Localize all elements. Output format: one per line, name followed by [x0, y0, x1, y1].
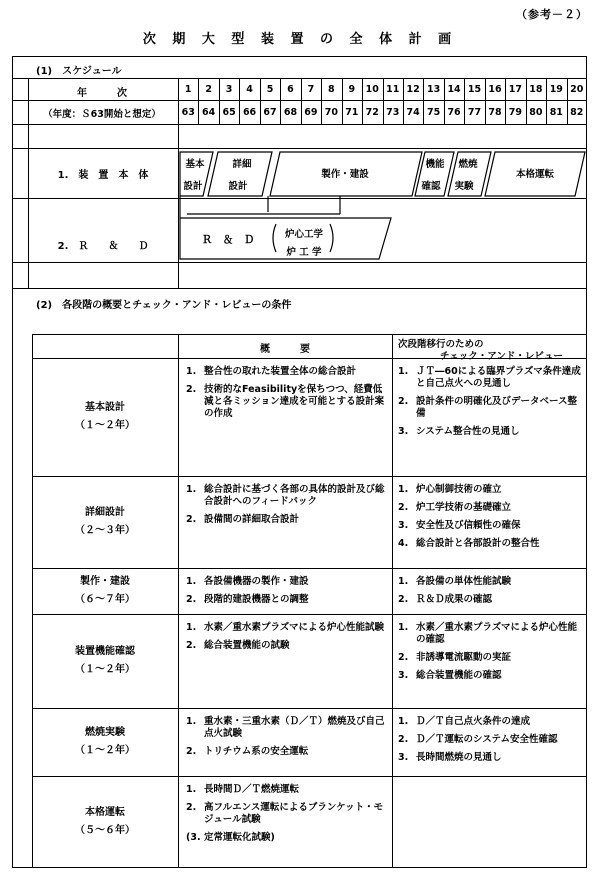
fiscal-year-cell: 80 [529, 107, 543, 118]
item-text: Ｄ／Ｔ運転のシステム安全性確認 [416, 734, 558, 745]
review-list [398, 622, 584, 688]
stage-period: （１～２年） [75, 745, 135, 756]
item-number: 3. [398, 426, 409, 437]
rd-bracket-right [330, 224, 333, 252]
review-list [398, 366, 584, 444]
review-item [398, 670, 584, 682]
item-number: 2. [398, 594, 409, 605]
divider [32, 358, 587, 359]
summary-item [186, 802, 386, 826]
item-text: 長時間Ｄ／Ｔ燃焼運転 [204, 784, 300, 795]
summary-item [186, 514, 386, 526]
review-item [398, 576, 584, 588]
item-text: 設計条件の明確化及びデータベース整備 [416, 396, 578, 419]
summary-list [186, 784, 386, 850]
review-item [398, 594, 584, 606]
fiscal-year-cell: 64 [202, 107, 216, 118]
year-cell: 18 [529, 84, 543, 95]
summary-list [186, 716, 386, 764]
row-label-rd: 2. Ｒ ＆ Ｄ [57, 241, 149, 252]
item-number: 1. [398, 484, 409, 495]
item-text: 総合装置機能の試験 [204, 640, 290, 651]
review-item [398, 652, 584, 664]
item-text: 安全性及び信頼性の確保 [416, 520, 521, 531]
item-number: 2. [186, 802, 197, 813]
phase-label: 設計 [228, 181, 248, 192]
item-number: 1. [398, 576, 409, 587]
stage-name-cell [32, 573, 178, 609]
fiscal-year-cell: 81 [549, 107, 563, 118]
stage-name: 基本設計 [85, 402, 125, 413]
item-text: システム整合性の見通し [416, 426, 520, 437]
item-text: Ｄ／Ｔ自己点火条件の達成 [416, 716, 531, 727]
year-cell: 8 [328, 84, 335, 95]
year-cell: 2 [205, 84, 212, 95]
phase-label: 機能 [425, 159, 445, 170]
phase-label: 燃焼 [458, 159, 478, 170]
rd-label: Ｒ ＆ Ｄ [201, 234, 255, 246]
fiscal-year-cell: 79 [508, 107, 523, 118]
item-number: 2. [398, 502, 409, 513]
item-text: 総合装置機能の確認 [416, 670, 502, 681]
year-cell: 20 [570, 84, 584, 95]
summary-item [186, 576, 386, 588]
item-number: 2. [398, 734, 409, 745]
stage-name: 詳細設計 [85, 507, 125, 518]
item-text: ＪＴ―60による臨界プラズマ条件達成と自己点火への見通し [416, 366, 581, 389]
review-item [398, 520, 584, 532]
item-number: 2. [186, 746, 197, 757]
phase-label: 基本 [185, 159, 205, 170]
fiscal-year-cell: 72 [365, 107, 379, 118]
divider [392, 334, 393, 868]
item-text: 重水素・三重水素（Ｄ／Ｔ）燃焼及び自己点火試験 [204, 716, 385, 739]
stage-name-cell [32, 724, 178, 760]
reference-label: （参考－２） [516, 8, 588, 21]
divider [32, 476, 587, 477]
divider [32, 614, 587, 615]
item-number: 1. [186, 784, 197, 795]
summary-item [186, 484, 386, 508]
summary-item [186, 640, 386, 652]
stage-period: （５～６年） [75, 825, 135, 836]
year-cell: 6 [287, 84, 294, 95]
stage-period: （１～２年） [75, 420, 135, 431]
item-text: 非誘導電流駆動の実証 [416, 652, 512, 663]
stage-name-cell [32, 643, 178, 679]
year-cell: 15 [467, 84, 482, 95]
summary-item [186, 622, 386, 634]
rd-bracket-left [273, 224, 276, 252]
item-text: 各設備機器の製作・建設 [204, 576, 309, 587]
phase-label: 確認 [421, 181, 441, 192]
year-cell: 4 [246, 84, 253, 95]
review-list [398, 484, 584, 556]
fiscal-year-cell: 82 [570, 107, 584, 118]
stage-name-cell [32, 504, 178, 540]
divider [32, 776, 587, 777]
review-item [398, 396, 584, 420]
item-number: 1. [398, 716, 409, 727]
item-text: 高フルエンス運転によるブランケット・モジュール試験 [204, 802, 384, 825]
item-number: 1. [186, 622, 197, 633]
item-text: 長時間燃焼の見通し [416, 752, 502, 763]
col-review-header-line2: チェック・アンド・レビュー [440, 351, 563, 362]
summary-item [186, 384, 386, 420]
summary-list [186, 484, 386, 532]
stage-name: 製作・建設 [80, 576, 130, 587]
divider [178, 334, 179, 868]
review-list [398, 576, 584, 612]
review-item [398, 752, 584, 764]
rd-item: 炉心工学 [284, 229, 323, 240]
year-cell: 14 [447, 84, 461, 95]
rd-item: 炉 工 学 [286, 247, 322, 258]
item-text: Ｒ＆Ｄ成果の確認 [416, 594, 493, 605]
summary-list [186, 622, 386, 658]
summary-item [186, 366, 386, 378]
item-text: 整合性の取れた装置全体の総合設計 [204, 366, 357, 377]
item-text: 総合設計と各部設計の整合性 [416, 538, 540, 549]
summary-item [186, 716, 386, 740]
item-number: 3. [398, 670, 409, 681]
fiscal-year-cell: 78 [488, 107, 502, 118]
stage-name: 燃焼実験 [85, 727, 125, 738]
row-label-main-device: 1. 装 置 本 体 [57, 170, 149, 181]
item-number: 1. [186, 716, 197, 727]
item-text: 技術的なFeasibilityを保ちつつ、経費低減と各ミッション達成を可能とする設計案の作成 [204, 384, 385, 419]
item-number: 1. [186, 366, 197, 377]
item-number: 1. [186, 484, 197, 495]
item-number: 2. [186, 594, 197, 605]
phase-label: 本格運転 [515, 169, 554, 180]
stage-name-cell [32, 804, 178, 840]
year-cell: 1 [184, 84, 192, 95]
fiscal-year-cell: 67 [263, 107, 277, 118]
review-item [398, 426, 584, 438]
stage-name-cell [32, 399, 178, 435]
fiscal-year-cell: 69 [304, 107, 318, 118]
fiscal-year-cell: 73 [386, 107, 400, 118]
page-title: 次 期 大 型 装 置 の 全 体 計 画 [142, 32, 458, 47]
year-cell: 5 [266, 84, 274, 95]
year-cell: 11 [386, 84, 400, 95]
item-text: 設備間の詳細取合設計 [204, 514, 300, 525]
review-item [398, 502, 584, 514]
item-number: 2. [186, 640, 197, 651]
divider [32, 568, 587, 569]
phase-label: 製作・建設 [321, 169, 369, 180]
review-list [398, 716, 584, 770]
item-text: トリチウム系の安全運転 [204, 746, 309, 757]
fiscal-year-cell: 70 [324, 107, 338, 118]
year-label: 年 次 [77, 88, 127, 99]
item-text: 水素／重水素プラズマによる炉心性能試験 [204, 622, 385, 633]
fiscal-year-cell: 68 [283, 107, 298, 118]
review-item [398, 716, 584, 728]
stage-period: （６～７年） [75, 594, 135, 605]
stage-name: 本格運転 [85, 807, 125, 818]
item-text: 水素／重水素プラズマによる炉心性能の確認 [416, 622, 578, 645]
review-item [398, 366, 584, 390]
fiscal-year-cell: 77 [467, 107, 482, 118]
stage-period: （２～３年） [75, 525, 135, 536]
year-cell: 19 [549, 84, 563, 95]
item-text: 炉心制御技術の確立 [416, 484, 502, 495]
schedule-heading: (1) スケジュール [36, 66, 122, 77]
review-item [398, 484, 584, 496]
summary-item [186, 784, 386, 796]
summary-list [186, 366, 386, 426]
item-number: 3. [398, 752, 409, 763]
year-cell: 16 [488, 84, 502, 95]
fiscal-year-cell: 71 [345, 107, 359, 118]
year-cell: 12 [406, 84, 420, 95]
item-number: 2. [186, 514, 197, 525]
item-text: 定常運転化試験) [204, 832, 275, 843]
fiscal-year-cell: 66 [242, 107, 257, 118]
summary-list [186, 576, 386, 612]
phase-label: 設計 [183, 181, 203, 192]
stage-name: 装置機能確認 [75, 646, 135, 657]
item-number: 4. [398, 538, 409, 549]
fiscal-year-cell: 63 [181, 107, 195, 118]
summary-item [186, 594, 386, 606]
col-review-header-line1: 次段階移行のための [398, 339, 484, 350]
summary-item [186, 746, 386, 758]
year-cell: 10 [365, 84, 379, 95]
fiscal-label: （年度：Ｓ63開始と想定） [43, 109, 161, 120]
review-item [398, 734, 584, 746]
item-number: 2. [186, 384, 197, 395]
year-cell: 17 [508, 84, 523, 95]
col-summary-header: 概 要 [260, 344, 310, 355]
phase-label: 実験 [454, 181, 474, 192]
fiscal-year-cell: 75 [426, 107, 441, 118]
phase-label: 詳細 [232, 159, 252, 170]
item-number: 1. [398, 622, 409, 633]
item-text: 総合設計に基づく各部の具体的設計及び総合設計へのフィードバック [204, 484, 385, 507]
review-item [398, 622, 584, 646]
fiscal-year-cell: 65 [222, 107, 236, 118]
item-number: 2. [398, 652, 409, 663]
fiscal-year-cell: 76 [447, 107, 461, 118]
year-cell: 7 [307, 84, 315, 95]
summary-item [186, 832, 386, 844]
year-cell: 3 [225, 84, 233, 95]
item-text: 段階的建設機器との調整 [204, 594, 309, 605]
item-number: 1. [186, 576, 197, 587]
item-number: 2. [398, 396, 409, 407]
year-cell: 13 [426, 84, 441, 95]
item-number: (3. [186, 832, 201, 843]
stage-period: （１～２年） [75, 664, 135, 675]
fiscal-year-cell: 74 [406, 107, 420, 118]
stages-heading: (2) 各段階の概要とチェック・アンド・レビューの条件 [36, 300, 292, 311]
item-number: 3. [398, 520, 409, 531]
year-cell: 9 [348, 84, 356, 95]
item-text: 各設備の単体性能試験 [416, 576, 512, 587]
divider [32, 708, 587, 709]
item-text: 炉工学技術の基礎確立 [416, 502, 512, 513]
review-item [398, 538, 584, 550]
item-number: 1. [398, 366, 409, 377]
